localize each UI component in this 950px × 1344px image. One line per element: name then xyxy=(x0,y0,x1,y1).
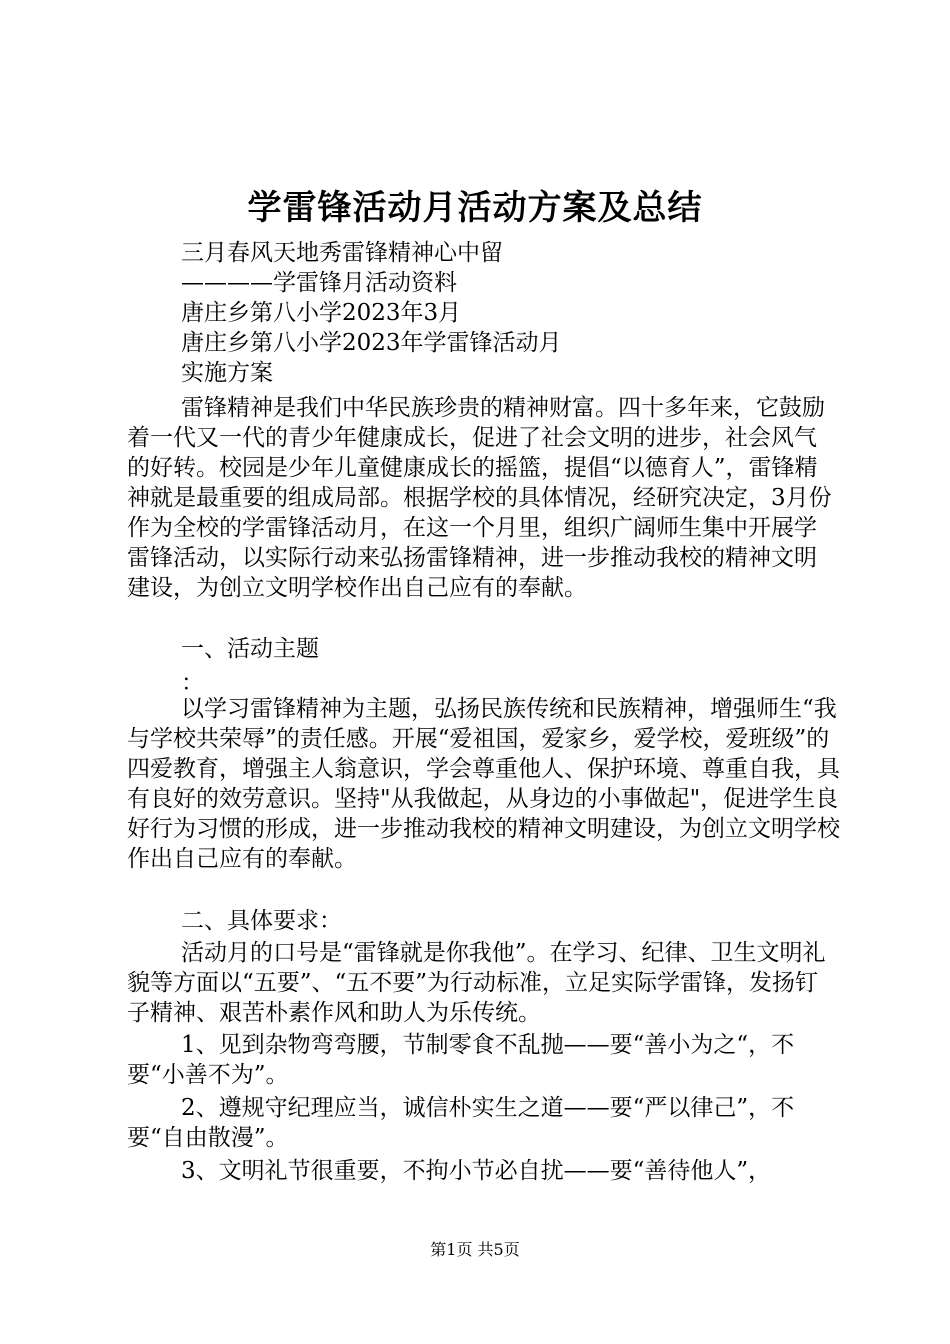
section1-heading-block xyxy=(127,634,837,698)
intro-paragraph: 雷锋精神是我们中华民族珍贵的精神财富。四十多年来，它鼓励着一代又一代的青少年健康成长，促进了社会文明的进步，社会风气的好转。校园是少年儿童健康成长的摇篮，提倡“以德育人”，雷锋精神就是最重要的组成局部。根据学校的具体情况，经研究决定，3月份作为全校的学雷锋活动月，在这一个月里，组织广阔师生集中开展学雷锋活动，以实际行动来弘扬雷锋精神，进一步推动我校的精神文明建设，为创立文明学校作出自己应有的奉献。 xyxy=(127,395,832,601)
section1-paragraph: 以学习雷锋精神为主题，弘扬民族传统和民族精神，增强师生“我与学校共荣辱”的责任感。开展“爱祖国，爱家乡，爱学校，爱班级”的四爱教育，增强主人翁意识，学会尊重他人、保护环境、尊重自我，具有良好的效劳意识。坚持"从我做起，从身边的小事做起"，促进学生良好行为习惯的形成，进一步推动我校的精神文明建设，为创立文明学校作出自己应有的奉献。 xyxy=(127,696,840,872)
page-footer: 第1页 共5页 xyxy=(430,1240,520,1259)
section2-heading-block xyxy=(127,906,837,936)
list-item: 3、文明礼节很重要，不拘小节必自扰——要“善待他人”， xyxy=(181,1158,772,1184)
header-line: 实施方案 xyxy=(181,360,273,386)
list-item: 1、见到杂物弯弯腰，节制零食不乱抛——要“善小为之“，不要“小善不为”。 xyxy=(127,1032,795,1088)
header-line: 唐庄乡第八小学2023年3月 xyxy=(181,300,462,326)
header-block xyxy=(127,238,837,388)
header-line: 三月春风天地秀雷锋精神心中留 xyxy=(181,240,503,266)
document-title: 学雷锋活动月活动方案及总结 xyxy=(247,188,703,228)
list-item: 2、遵规守纪理应当，诚信朴实生之道——要“严以律己”，不要“自由散漫”。 xyxy=(127,1095,795,1151)
section-heading: 一、活动主题 xyxy=(181,636,319,662)
header-line: ————学雷锋月活动资料 xyxy=(181,270,457,296)
header-line: 唐庄乡第八小学2023年学雷锋活动月 xyxy=(181,330,562,356)
section2-paragraph: 活动月的口号是“雷锋就是你我他”。在学习、纪律、卫生文明礼貌等方面以“五要”、“五不要”为行动标准，立足实际学雷锋，发扬钉子精神、艰苦朴素作风和助人为乐传统。 xyxy=(127,940,826,1026)
section-colon: ： xyxy=(181,670,204,696)
section-heading: 二、具体要求： xyxy=(181,908,342,934)
